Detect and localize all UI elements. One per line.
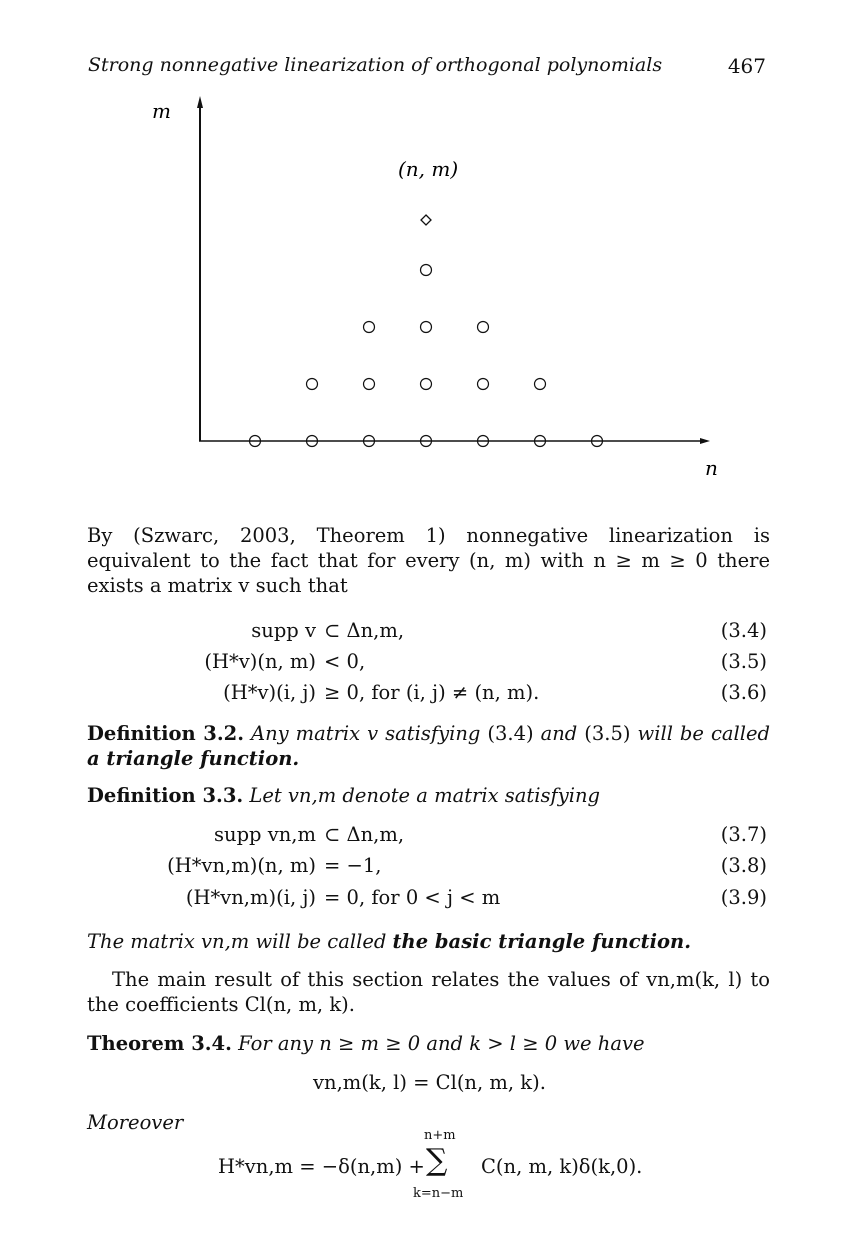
equation-lhs: (H*v)(i, j) xyxy=(223,681,316,704)
x-axis-arrowhead xyxy=(700,438,710,444)
defined-term: the basic triangle function. xyxy=(392,930,691,953)
theorem-3-4 xyxy=(87,1031,770,1056)
equation-number: (3.4) xyxy=(720,619,767,642)
definition-text: will be called xyxy=(637,722,770,745)
lattice-points xyxy=(250,215,603,447)
lattice-point xyxy=(421,379,432,390)
equation-3-4 xyxy=(0,619,856,645)
equation-3-8 xyxy=(0,854,856,880)
lattice-point xyxy=(364,322,375,333)
lattice-point xyxy=(364,379,375,390)
equation-lhs: (H*v)(n, m) xyxy=(204,650,316,673)
target-point-diamond xyxy=(421,215,431,225)
equation-reference: (3.4) xyxy=(487,722,534,745)
moreover-label: Moreover xyxy=(87,1111,184,1134)
equation-lhs: (H*vn,m)(n, m) xyxy=(167,854,316,877)
equation-reference: (3.5) xyxy=(584,722,631,745)
equation-rhs: ≥ 0, for (i, j) ≠ (n, m). xyxy=(324,681,540,704)
equation-lhs: supp v xyxy=(251,619,316,642)
equation-3-5 xyxy=(0,650,856,676)
running-title: Strong nonnegative linearization of orthogonal polynomials xyxy=(88,54,663,76)
lattice-point xyxy=(421,322,432,333)
equation-rhs: = −1, xyxy=(324,854,382,877)
final-formula-rhs: C(n, m, k)δ(k,0). xyxy=(481,1155,643,1178)
definition-title: Definition 3.2. xyxy=(87,722,244,745)
equation-3-6 xyxy=(0,681,856,707)
lattice-point xyxy=(478,322,489,333)
sum-lower-limit: k=n−m xyxy=(413,1186,464,1201)
final-formula-lhs: H*vn,m = −δ(n,m) + xyxy=(218,1155,425,1178)
y-axis-label: m xyxy=(152,99,171,123)
lattice-figure xyxy=(0,0,856,500)
equation-lhs: supp vn,m xyxy=(214,823,316,846)
lattice-point xyxy=(307,379,318,390)
theorem-title: Theorem 3.4. xyxy=(87,1032,232,1055)
basic-triangle-statement xyxy=(87,929,770,954)
definition-text: Any matrix v satisfying xyxy=(250,722,481,745)
theorem-formula: vn,m(k, l) = Cl(n, m, k). xyxy=(313,1071,546,1094)
definition-title: Definition 3.3. xyxy=(87,784,244,807)
definition-text: and xyxy=(540,722,578,745)
equation-number: (3.7) xyxy=(720,823,767,846)
equation-rhs: ⊂ Δn,m, xyxy=(324,619,405,642)
lattice-point xyxy=(478,379,489,390)
statement-text: The matrix vn,m will be called xyxy=(87,930,387,953)
point-label: (n, m) xyxy=(398,157,459,181)
definition-3-3 xyxy=(87,783,770,808)
equation-number: (3.5) xyxy=(720,650,767,673)
x-axis-label: n xyxy=(705,456,718,480)
equation-number: (3.8) xyxy=(720,854,767,877)
definition-text: Let vn,m denote a matrix satisfying xyxy=(249,784,601,807)
equation-number: (3.6) xyxy=(720,681,767,704)
equation-rhs: < 0, xyxy=(324,650,366,673)
paragraph-intro: By (Szwarc, 2003, Theorem 1) nonnegative linearization is equivalent to the fact that for every (n, m) with n ≥ m ≥ 0 there exists a matrix v such that xyxy=(87,524,770,597)
summation-symbol: ∑ xyxy=(426,1143,448,1178)
sum-upper-limit: n+m xyxy=(424,1128,456,1143)
theorem-text: For any n ≥ m ≥ 0 and k > l ≥ 0 we have xyxy=(238,1032,645,1055)
equation-rhs: = 0, for 0 < j < m xyxy=(324,886,501,909)
equation-number: (3.9) xyxy=(720,886,767,909)
y-axis-arrowhead xyxy=(197,96,203,108)
equation-lhs: (H*vn,m)(i, j) xyxy=(185,886,316,909)
page-number: 467 xyxy=(727,54,766,78)
equation-3-9 xyxy=(0,886,856,912)
lattice-point xyxy=(535,379,546,390)
equation-rhs: ⊂ Δn,m, xyxy=(324,823,405,846)
definition-3-2 xyxy=(87,721,770,771)
paragraph-main-result: The main result of this section relates the values of vn,m(k, l) to the coefficients Cl(n, m, k). xyxy=(87,968,770,1016)
equation-3-7 xyxy=(0,823,856,849)
defined-term: a triangle function. xyxy=(87,747,300,770)
lattice-point xyxy=(421,265,432,276)
